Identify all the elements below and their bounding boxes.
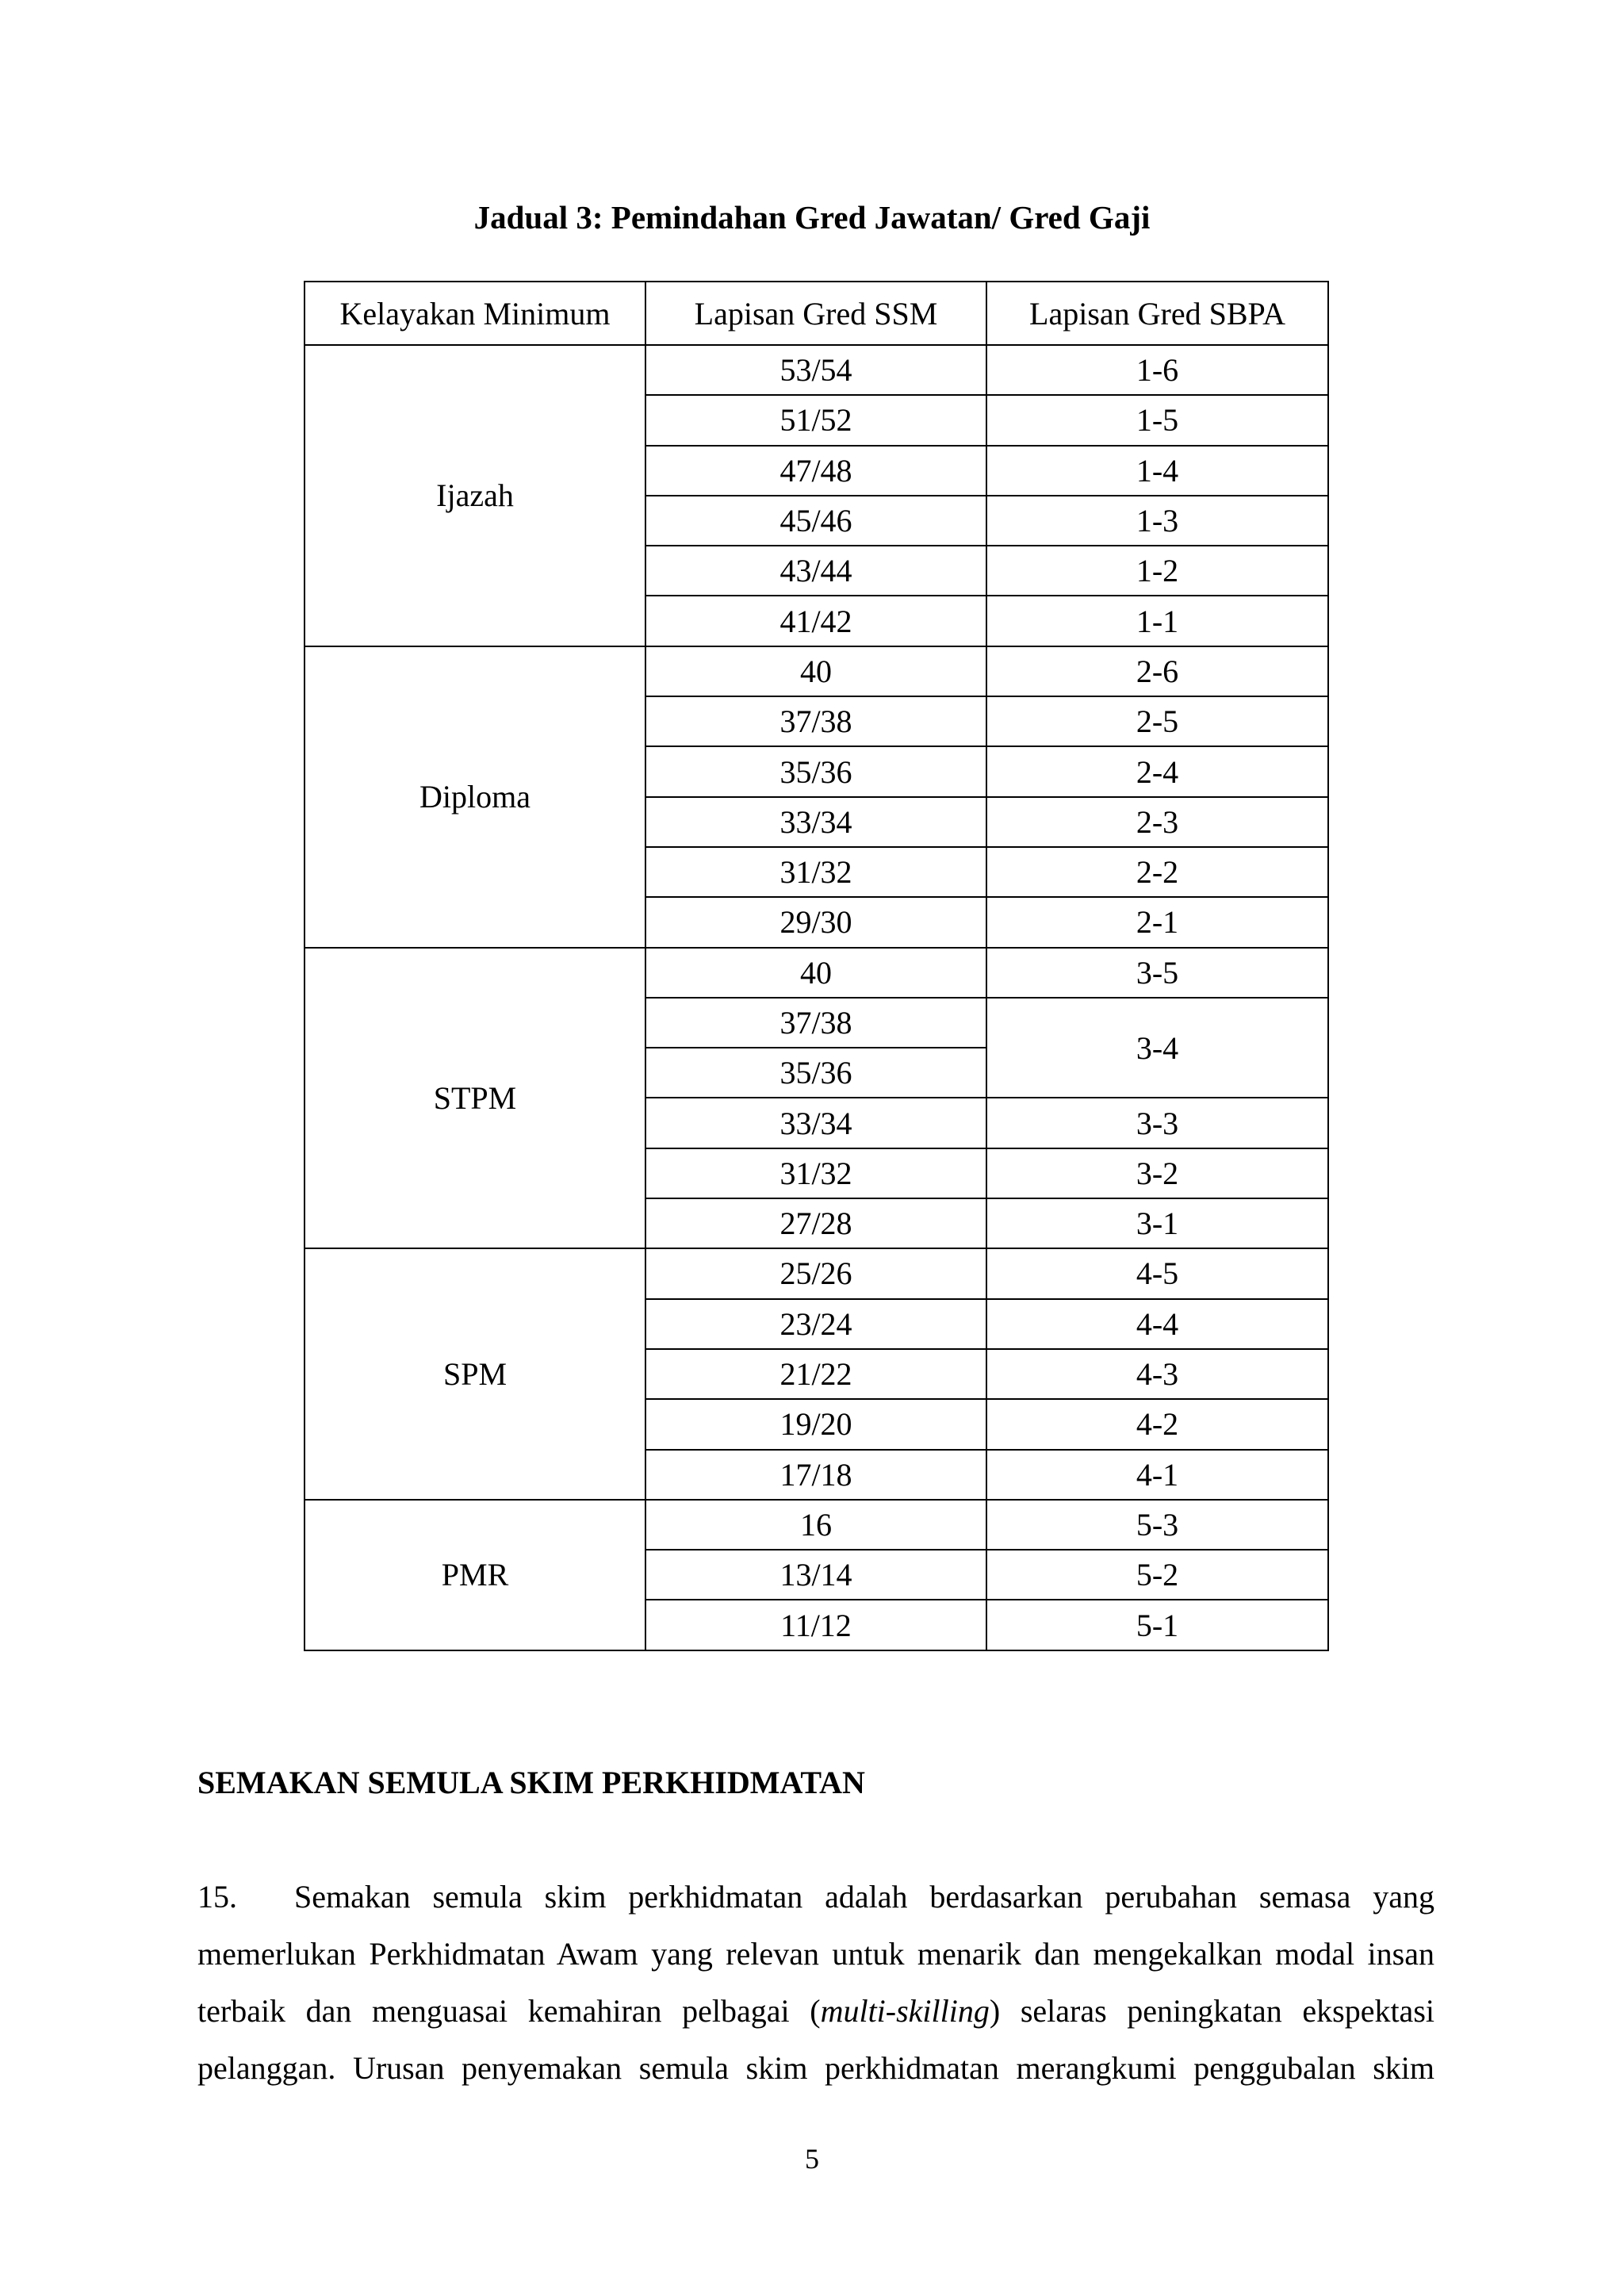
sbpa-cell: 1-3 (986, 496, 1328, 546)
table-row (304, 345, 1328, 395)
ssm-cell: 33/34 (645, 1098, 986, 1148)
sbpa-cell: 3-3 (986, 1098, 1328, 1148)
ssm-cell: 35/36 (645, 746, 986, 796)
table-row (304, 1500, 1328, 1550)
grade-transfer-table (304, 281, 1329, 1651)
sbpa-cell: 5-3 (986, 1500, 1328, 1550)
ssm-cell: 29/30 (645, 897, 986, 947)
sbpa-cell: 4-5 (986, 1248, 1328, 1298)
table-row (304, 1248, 1328, 1298)
table-row (304, 646, 1328, 696)
ssm-cell: 17/18 (645, 1450, 986, 1500)
sbpa-cell: 4-3 (986, 1349, 1328, 1399)
paragraph-15 (197, 1869, 1434, 2097)
ssm-cell: 23/24 (645, 1299, 986, 1349)
ssm-cell: 16 (645, 1500, 986, 1550)
table-row (304, 948, 1328, 998)
paragraph-line-text: terbaik dan menguasai kemahiran pelbagai ( (197, 1993, 821, 2029)
ssm-cell: 40 (645, 948, 986, 998)
ssm-cell: 47/48 (645, 446, 986, 496)
header-kelayakan-minimum: Kelayakan Minimum (304, 282, 645, 345)
page-title: Jadual 3: Pemindahan Gred Jawatan/ Gred Gaji (473, 199, 1151, 236)
ssm-cell: 31/32 (645, 847, 986, 897)
ssm-cell: 33/34 (645, 797, 986, 847)
paragraph-line-text: ) selaras peningkatan ekspektasi (989, 1993, 1434, 2029)
sbpa-cell: 1-6 (986, 345, 1328, 395)
ssm-cell: 13/14 (645, 1550, 986, 1600)
sbpa-cell: 1-1 (986, 596, 1328, 646)
ssm-cell: 53/54 (645, 345, 986, 395)
sbpa-cell: 3-5 (986, 948, 1328, 998)
paragraph-line: pelanggan. Urusan penyemakan semula skim perkhidmatan merangkumi penggubalan skim (197, 2050, 1434, 2086)
ssm-cell: 41/42 (645, 596, 986, 646)
sbpa-cell: 3-2 (986, 1148, 1328, 1198)
sbpa-cell: 1-4 (986, 446, 1328, 496)
qualification-cell-ijazah: Ijazah (304, 345, 645, 646)
ssm-cell: 37/38 (645, 696, 986, 746)
paragraph-number: 15. (197, 1879, 237, 1915)
sbpa-cell: 4-1 (986, 1450, 1328, 1500)
sbpa-cell: 2-2 (986, 847, 1328, 897)
sbpa-cell-merged: 3-4 (986, 998, 1328, 1098)
ssm-cell: 25/26 (645, 1248, 986, 1298)
paragraph-line (197, 1869, 1434, 1926)
header-lapisan-gred-sbpa: Lapisan Gred SBPA (986, 282, 1328, 345)
paragraph-line: memerlukan Perkhidmatan Awam yang relevan untuk menarik dan mengekalkan modal insan (197, 1936, 1434, 1972)
qualification-cell-stpm: STPM (304, 948, 645, 1249)
ssm-cell: 21/22 (645, 1349, 986, 1399)
ssm-cell: 51/52 (645, 395, 986, 445)
sbpa-cell: 3-1 (986, 1198, 1328, 1248)
sbpa-cell: 5-1 (986, 1600, 1328, 1650)
ssm-cell: 27/28 (645, 1198, 986, 1248)
sbpa-cell: 2-5 (986, 696, 1328, 746)
page-number: 5 (805, 2143, 819, 2175)
qualification-cell-pmr: PMR (304, 1500, 645, 1650)
section-heading: SEMAKAN SEMULA SKIM PERKHIDMATAN (197, 1765, 865, 1800)
ssm-cell: 31/32 (645, 1148, 986, 1198)
qualification-cell-diploma: Diploma (304, 646, 645, 948)
ssm-cell: 43/44 (645, 546, 986, 596)
sbpa-cell: 2-4 (986, 746, 1328, 796)
table-header-row (304, 282, 1328, 345)
qualification-cell-spm: SPM (304, 1248, 645, 1499)
sbpa-cell: 2-1 (986, 897, 1328, 947)
ssm-cell: 45/46 (645, 496, 986, 546)
sbpa-cell: 4-2 (986, 1399, 1328, 1449)
sbpa-cell: 2-3 (986, 797, 1328, 847)
header-lapisan-gred-ssm: Lapisan Gred SSM (645, 282, 986, 345)
italic-term: multi-skilling (820, 1993, 990, 2029)
ssm-cell: 11/12 (645, 1600, 986, 1650)
ssm-cell: 37/38 (645, 998, 986, 1048)
sbpa-cell: 1-5 (986, 395, 1328, 445)
sbpa-cell: 2-6 (986, 646, 1328, 696)
sbpa-cell: 4-4 (986, 1299, 1328, 1349)
ssm-cell: 19/20 (645, 1399, 986, 1449)
ssm-cell: 35/36 (645, 1048, 986, 1098)
sbpa-cell: 1-2 (986, 546, 1328, 596)
sbpa-cell: 5-2 (986, 1550, 1328, 1600)
paragraph-line-text: Semakan semula skim perkhidmatan adalah berdasarkan perubahan semasa yang (294, 1879, 1434, 1915)
ssm-cell: 40 (645, 646, 986, 696)
paragraph-line (197, 1983, 1434, 2040)
